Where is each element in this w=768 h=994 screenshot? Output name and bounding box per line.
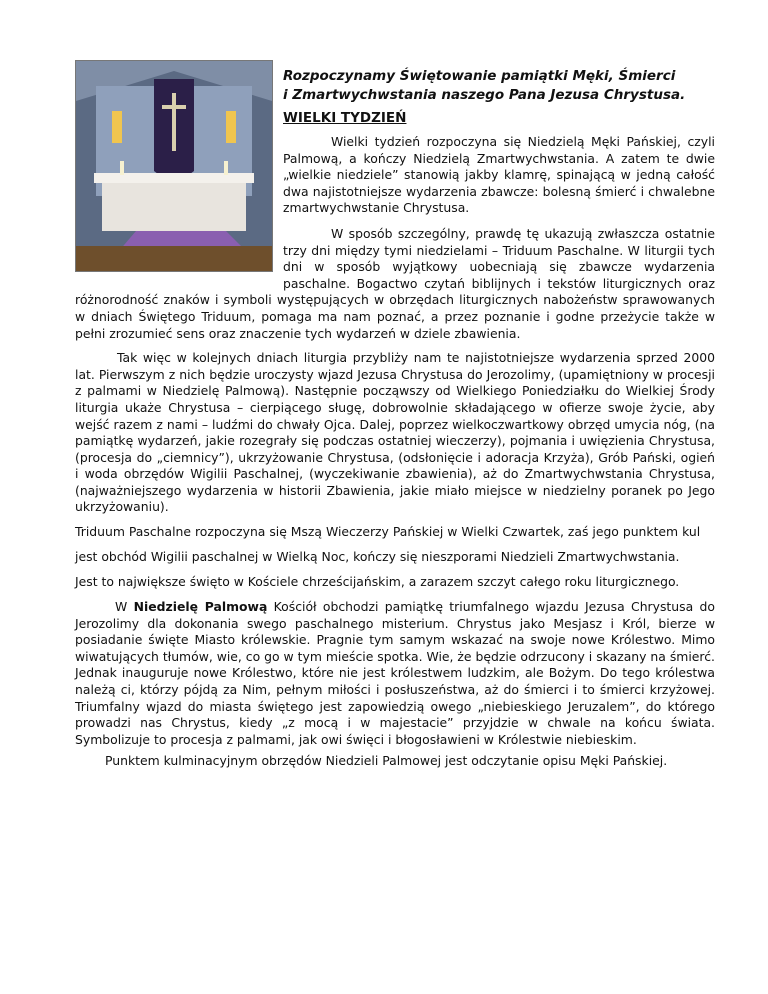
section-heading: WIELKI TYDZIEŃ bbox=[283, 110, 407, 126]
altar-photo bbox=[75, 60, 273, 272]
title-line-2: i Zmartwychwstania naszego Pana Jezusa Chrystusa. bbox=[283, 87, 686, 103]
title-line-1: Rozpoczynamy Świętowanie pamiątki Męki, Śmierci bbox=[283, 68, 676, 84]
palm-sunday-bold: Niedzielę Palmową bbox=[133, 599, 268, 615]
paragraph-palm-sunday bbox=[75, 599, 715, 748]
triduum-line-1: Triduum Paschalne rozpoczyna się Mszą Wieczerzy Pańskiej w Wielki Czwartek, zaś jego punktem kul bbox=[75, 524, 701, 540]
photo-altar-body bbox=[102, 183, 246, 231]
photo-window-right bbox=[226, 111, 236, 143]
paragraph-intro: Wielki tydzień rozpoczyna się Niedzielą Męki Pańskiej, czyli Palmową, a kończy Niedzielą Zmartwychwstania. A zatem te dwie „wielkie niedziele” stanowią jakby klamrę, spinającą w jedną całość dwa najistotniejsze wydarzenia zbawcze: bolesną śmierć i chwalebne zmartwychwstanie Chrystusa. bbox=[283, 134, 715, 216]
photo-candle-right bbox=[224, 161, 228, 175]
photo-floor bbox=[76, 246, 272, 271]
altar-image bbox=[76, 61, 272, 271]
paragraph-liturgy: Tak więc w kolejnych dniach liturgia przybliży nam te najistotniejsze wydarzenia sprzed 2000 lat. Pierwszym z nich będzie uroczysty wjazd Jezusa Chrystusa do Jerozolimy, (upamiętniony w procesji z palmami w Niedzielę Palmową). Następnie począwszy od Wielkiego Poniedziałku do Wielkiej Środy liturgia ukaże Chrystusa – cierpiącego sługę, dobrowolnie składającego w ofierze swoje życie, aby wejść razem z nami – ludźmi do chwały Ojca. Dalej, poprzez wielkoczwartkowy obrzęd umycia nóg, (na pamiątkę wydarzeń, jakie rozegrały się podczas ostatniej wieczerzy), pojmania i uwięzienia Chrystusa, (procesja do „ciemnicy”), ukrzyżowanie Chrystusa, (odsłonięcie i adoracja Krzyża), Grób Pański, ogień i woda obrzędów Wigilii Paschalnej, (wyczekiwanie zbawienia), aż do Zmartwychwstania Chrystusa, (najważniejszego wydarzenia w historii Zbawienia, jakie miało miejsce w niedzielny poranek po Jego ukrzyżowaniu). bbox=[75, 350, 715, 515]
palm-lead: W bbox=[115, 599, 134, 615]
photo-candle-left bbox=[120, 161, 124, 175]
photo-cross-horizontal bbox=[162, 105, 186, 109]
photo-window-left bbox=[112, 111, 122, 143]
triduum-line-2: jest obchód Wigilii paschalnej w Wielką Noc, kończy się nieszporami Niedzieli Zmartwychwstania. bbox=[75, 549, 680, 565]
document-page bbox=[75, 60, 715, 770]
photo-altar-top bbox=[94, 173, 254, 183]
triduum-line-3: Jest to największe święto w Kościele chrześcijańskim, a zarazem szczyt całego roku liturgicznego. bbox=[75, 574, 680, 590]
paragraph-final: Punktem kulminacyjnym obrzędów Niedzieli Palmowej jest odczytanie opisu Męki Pańskiej. bbox=[105, 753, 668, 769]
photo-cross-vertical bbox=[172, 93, 176, 151]
paragraph-triduum-intro: W sposób szczególny, prawdę tę ukazują zwłaszcza ostatnie trzy dni między tymi niedzielami – Triduum Paschalne. W liturgii tych dni w sposób wyjątkowy uobecniają się zbawcze wydarzenia paschalne. Bogactwo czytań biblijnych i tekstów liturgicznych oraz różnorodność znaków i symboli występujących w obrzędach liturgicznych nabożeństw sprawowanych w dniach Świętego Triduum, pomaga ma nam poznać, a przez poznanie i godne przeżycie także w pełni zrozumieć sens oraz znaczenie tych wydarzeń w dziele zbawienia. bbox=[75, 225, 715, 341]
palm-rest: Kościół obchodzi pamiątkę triumfalnego wjazdu Jezusa Chrystusa do Jerozolimy dla dokonania swego paschalnego misterium. Chrystus jako Mesjasz i Król, bierze w posiadanie święte Miasto królewskie. Pragnie tym samym wskazać na swoje nowe Królestwo. Mimo wiwatujących tłumów, wie, co go w tym mieście spotka. Wie, że będzie odrzucony i skazany na śmierć. Jednak inauguruje nowe Królestwo, które nie jest królestwem ludzkim, ale Bożym. Do tego królestwa należą ci, którzy pójdą za Nim, pełnym miłości i posłuszeństwa, aż do śmierci i to śmierci krzyżowej. Triumfalny wjazd do miasta świętego jest zapowiedzią owego „niebieskiego Jeruzalem”, do którego prowadzi nas Chrystus, kiedy „z mocą i w majestacie” przyjdzie w chwale na końcu świata. Symbolizuje to procesja z palmami, jak owi święci i błogosławieni w Królestwie niebieskim. bbox=[75, 599, 715, 747]
